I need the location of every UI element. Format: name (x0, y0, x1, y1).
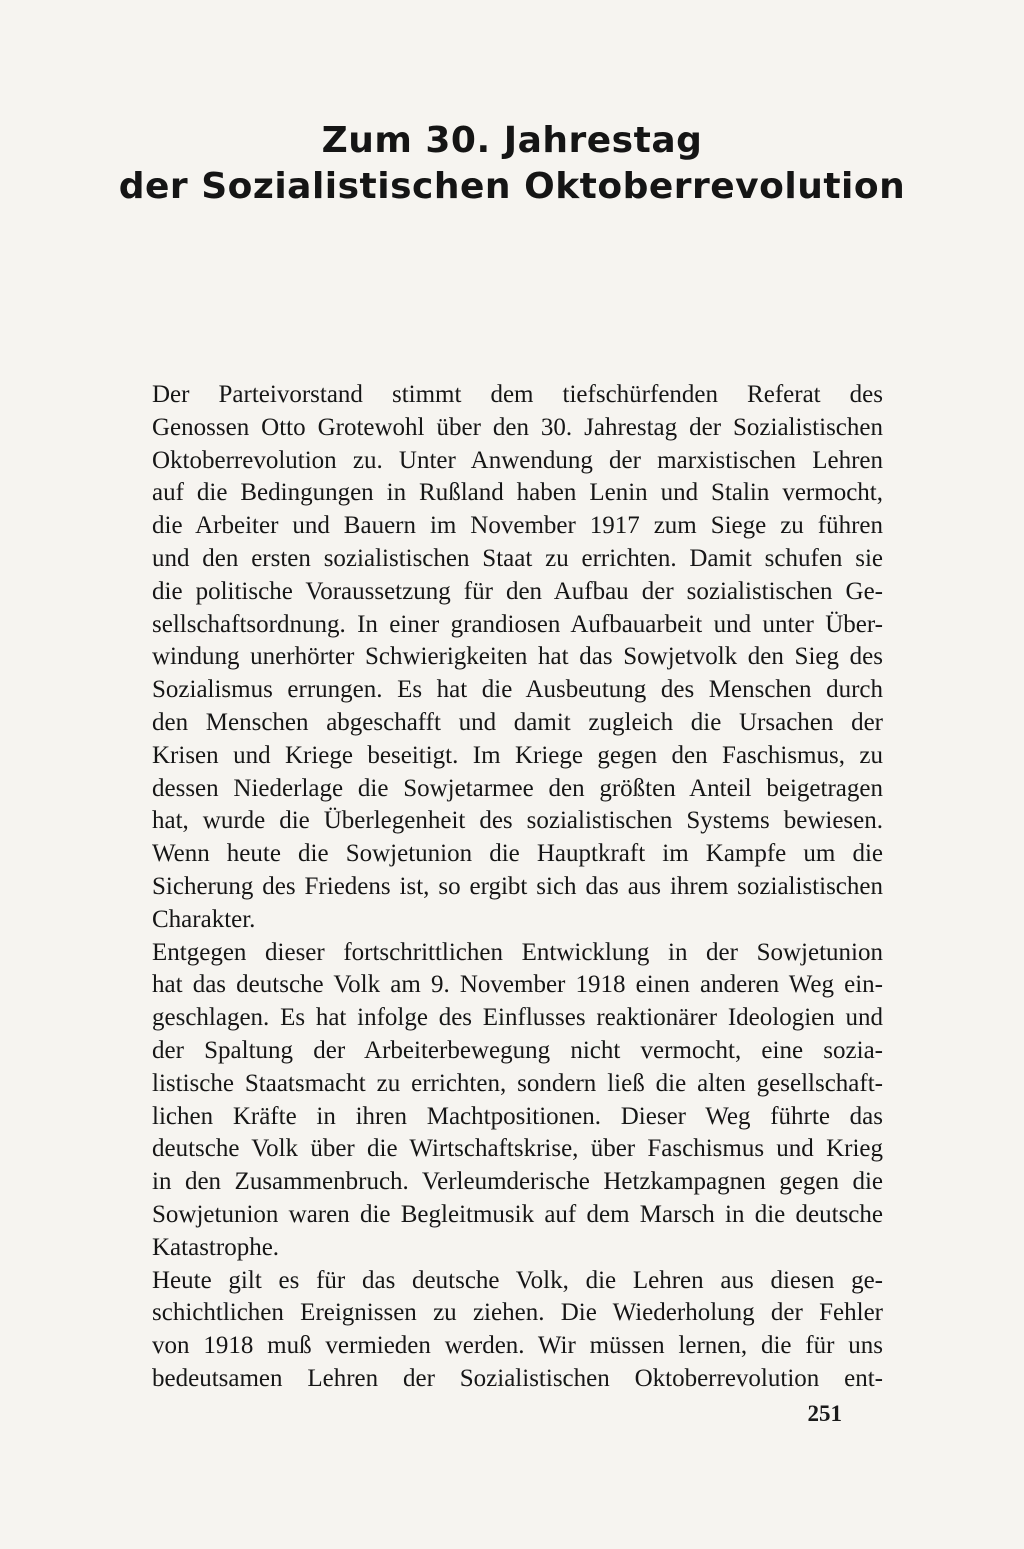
text-line: Genossen Otto Grotewohl über den 30. Jahrestag der Sozialistischen (152, 413, 883, 441)
text-line: geschlagen. Es hat infolge des Einflusses reaktionärer Ideologien und (152, 1004, 883, 1032)
text-line: dessen Niederlage die Sowjetarmee den größten Anteil beigetragen (152, 774, 883, 802)
chapter-title (0, 118, 1024, 210)
chapter-title-line-2: der Sozialistischen Oktoberrevolution (118, 166, 906, 207)
text-line: auf die Bedingungen in Rußland haben Lenin und Stalin vermocht, (152, 479, 883, 507)
text-line: windung unerhörter Schwierigkeiten hat das Sowjetvolk den Sieg des (152, 643, 883, 671)
chapter-title-line-1: Zum 30. Jahrestag (321, 120, 703, 161)
text-line: von 1918 muß vermieden werden. Wir müssen lernen, die für uns (152, 1332, 883, 1360)
text-line: den Menschen abgeschafft und damit zugleich die Ursachen der (152, 708, 883, 736)
text-line: Charakter. (152, 905, 256, 933)
text-line: bedeutsamen Lehren der Sozialistischen Oktoberrevolution ent- (152, 1364, 883, 1392)
text-line: der Spaltung der Arbeiterbewegung nicht vermocht, eine sozia- (152, 1036, 883, 1064)
text-line: deutsche Volk über die Wirtschaftskrise, über Faschismus und Krieg (152, 1135, 883, 1163)
text-line: die politische Voraussetzung für den Aufbau der sozialistischen Ge- (152, 577, 883, 605)
text-line: hat das deutsche Volk am 9. November 1918 einen anderen Weg ein- (152, 971, 883, 999)
text-line: die Arbeiter und Bauern im November 1917 zum Siege zu führen (152, 512, 883, 540)
text-line: in den Zusammenbruch. Verleumderische Hetzkampagnen gegen die (152, 1168, 883, 1196)
text-line: Heute gilt es für das deutsche Volk, die Lehren aus diesen ge- (152, 1266, 883, 1294)
paragraph-3 (116, 1265, 883, 1396)
text-line: Sowjetunion waren die Begleitmusik auf dem Marsch in die deutsche (152, 1200, 883, 1228)
text-line: Oktoberrevolution zu. Unter Anwendung der marxistischen Lehren (152, 446, 883, 474)
text-line: hat, wurde die Überlegenheit des sozialistischen Systems bewiesen. (152, 807, 883, 835)
text-line: Der Parteivorstand stimmt dem tiefschürfenden Referat des (152, 381, 883, 408)
text-line: Sozialismus errungen. Es hat die Ausbeutung des Menschen durch (152, 676, 883, 704)
text-line: Entgegen dieser fortschrittlichen Entwicklung in der Sowjetunion (152, 938, 883, 966)
page-number: 251 (807, 1401, 842, 1426)
paragraph-1 (116, 379, 883, 937)
text-line: schichtlichen Ereignissen zu ziehen. Die Wiederholung der Fehler (152, 1299, 883, 1327)
text-line: listische Staatsmacht zu errichten, sondern ließ die alten gesellschaft- (152, 1069, 883, 1097)
text-line: Krisen und Kriege beseitigt. Im Kriege gegen den Faschismus, zu (152, 741, 883, 769)
paragraph-2 (116, 937, 883, 1265)
text-line: sellschaftsordnung. In einer grandiosen Aufbauarbeit und unter Über- (152, 610, 883, 638)
text-line: Wenn heute die Sowjetunion die Hauptkraft im Kampfe um die (152, 840, 883, 868)
text-line: lichen Kräfte in ihren Machtpositionen. Dieser Weg führte das (152, 1102, 883, 1130)
text-line: und den ersten sozialistischen Staat zu errichten. Damit schufen sie (152, 544, 883, 572)
body-text (116, 379, 883, 1396)
text-line: Katastrophe. (152, 1233, 280, 1261)
text-line: Sicherung des Friedens ist, so ergibt sich das aus ihrem sozialistischen (152, 872, 883, 900)
